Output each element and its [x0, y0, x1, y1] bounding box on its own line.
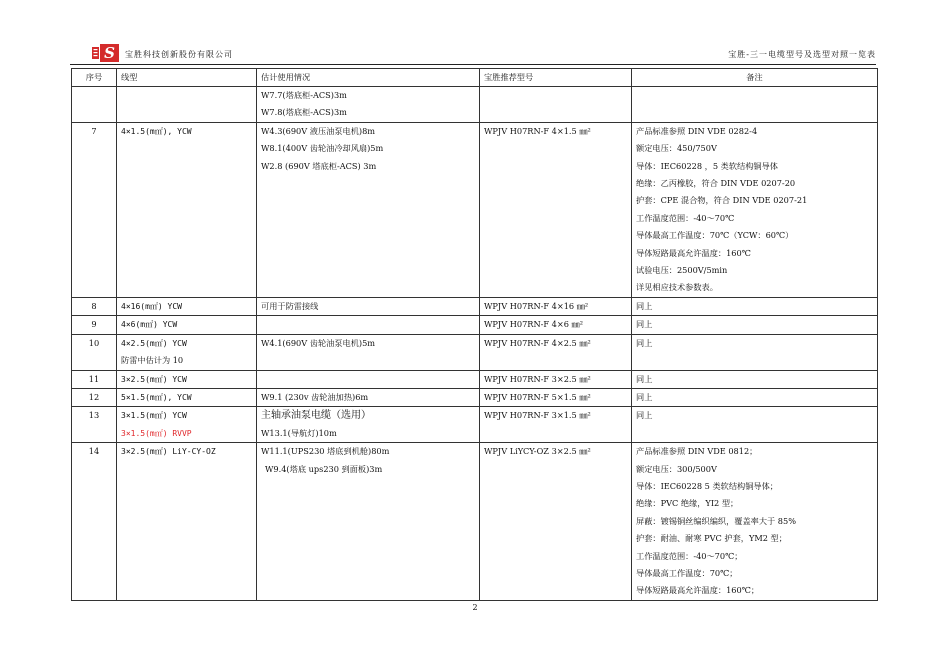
row-type: 4×2.5(m㎡) YCW 防雷中估计为 10	[117, 334, 257, 370]
alt-type-highlight: 3×1.5(m㎡) RVVP	[121, 428, 192, 438]
table-row	[72, 370, 878, 388]
cable-comparison-table	[71, 68, 878, 601]
row-usage	[257, 370, 480, 388]
page-header	[92, 44, 876, 66]
row-no: 12	[72, 388, 117, 406]
row-remark: 产品标准参照 DIN VDE 0812； 额定电压：300/500V 导体：IEC60228 5 类软结构铜导体； 绝缘：PVC 绝缘，YI2 型； 屏蔽：镀锡铜丝编织编织，覆盖率大于 85% 护套：耐油、耐寒 PVC 护套，YM2 型； 工作温度范围：-40～70℃； 导体最高工作温度：70℃； 导体短路最高允许温度：160℃；	[632, 443, 878, 601]
row-no: 11	[72, 370, 117, 388]
column-header-model: 宝胜推荐型号	[480, 69, 632, 87]
row-usage: 主轴承油泵电缆（选用） W13.1(导航灯)10m	[257, 407, 480, 443]
table-row	[72, 297, 878, 315]
row-usage: W11.1(UPS230 塔底到机舱)80m W9.4(塔底 ups230 到面板)3m	[257, 443, 480, 601]
table-row	[72, 388, 878, 406]
row-remark: 同上	[632, 407, 878, 443]
row-model: WPJV H07RN-F 5×1.5 ㎜²	[480, 388, 632, 406]
row-usage: 可用于防雷接线	[257, 297, 480, 315]
row-no: 9	[72, 316, 117, 334]
row-type: 4×16(m㎡) YCW	[117, 297, 257, 315]
table-row	[72, 407, 878, 443]
column-header-type: 线型	[117, 69, 257, 87]
row-usage: W7.7(塔底柜-ACS)3m W7.8(塔底柜-ACS)3m	[257, 87, 480, 123]
row-remark	[632, 87, 878, 123]
row-no	[72, 87, 117, 123]
row-type: 3×2.5(m㎡) YCW	[117, 370, 257, 388]
row-usage: W4.1(690V 齿轮油泵电机)5m	[257, 334, 480, 370]
row-model: WPJV H07RN-F 4×1.5 ㎜²	[480, 122, 632, 297]
table-row	[72, 334, 878, 370]
row-type: 5×1.5(m㎡), YCW	[117, 388, 257, 406]
header-rule	[70, 64, 876, 65]
row-type	[117, 87, 257, 123]
page-number: 2	[472, 603, 478, 612]
svg-text:S: S	[104, 44, 115, 62]
table-row	[72, 443, 878, 601]
row-usage: W4.3(690V 液压油泵电机)8m W8.1(400V 齿轮油冷却风扇)5m W2.8 (690V 塔底柜-ACS) 3m	[257, 122, 480, 297]
row-type: 4×1.5(m㎡), YCW	[117, 122, 257, 297]
row-remark: 同上	[632, 316, 878, 334]
row-remark: 产品标准参照 DIN VDE 0282-4 额定电压：450/750V 导体：IEC60228 ，5 类软结构铜导体 绝缘：乙丙橡胶，符合 DIN VDE 0207-20 护套：CPE 混合物，符合 DIN VDE 0207-21 工作温度范围：-40～70℃ 导体最高工作温度：70℃（YCW：60℃） 导体短路最高允许温度：160℃ 试验电压：2500V/5min 详见相应技术参数表。	[632, 122, 878, 297]
document-title: 宝胜-三一电缆型号及选型对照一览表	[728, 50, 876, 59]
row-remark: 同上	[632, 388, 878, 406]
column-header-usage: 估计使用情况	[257, 69, 480, 87]
company-logo	[92, 44, 120, 62]
row-model	[480, 87, 632, 123]
column-header-remark: 备注	[632, 69, 878, 87]
row-usage: W9.1 (230v 齿轮油加热)6m	[257, 388, 480, 406]
row-type: 4×6(m㎡) YCW	[117, 316, 257, 334]
row-type: 3×2.5(m㎡) LiY-CY-OZ	[117, 443, 257, 601]
row-no: 10	[72, 334, 117, 370]
row-no: 14	[72, 443, 117, 601]
row-remark: 同上	[632, 370, 878, 388]
row-no: 8	[72, 297, 117, 315]
row-no: 7	[72, 122, 117, 297]
table-header-row	[72, 69, 878, 87]
row-no: 13	[72, 407, 117, 443]
table-row	[72, 87, 878, 123]
row-model: WPJV H07RN-F 3×2.5 ㎜²	[480, 370, 632, 388]
row-remark: 同上	[632, 297, 878, 315]
row-type: 3×1.5(m㎡) YCW 3×1.5(m㎡) RVVP	[117, 407, 257, 443]
row-model: WPJV H07RN-F 4×6 ㎜²	[480, 316, 632, 334]
company-name: 宝胜科技创新股份有限公司	[125, 50, 233, 59]
row-usage	[257, 316, 480, 334]
row-model: WPJV LiYCY-OZ 3×2.5 ㎜²	[480, 443, 632, 601]
row-model: WPJV H07RN-F 4×2.5 ㎜²	[480, 334, 632, 370]
row-model: WPJV H07RN-F 4×16 ㎜²	[480, 297, 632, 315]
column-header-no: 序号	[72, 69, 117, 87]
table-row	[72, 316, 878, 334]
row-model: WPJV H07RN-F 3×1.5 ㎜²	[480, 407, 632, 443]
table-row	[72, 122, 878, 297]
row-remark: 同上	[632, 334, 878, 370]
